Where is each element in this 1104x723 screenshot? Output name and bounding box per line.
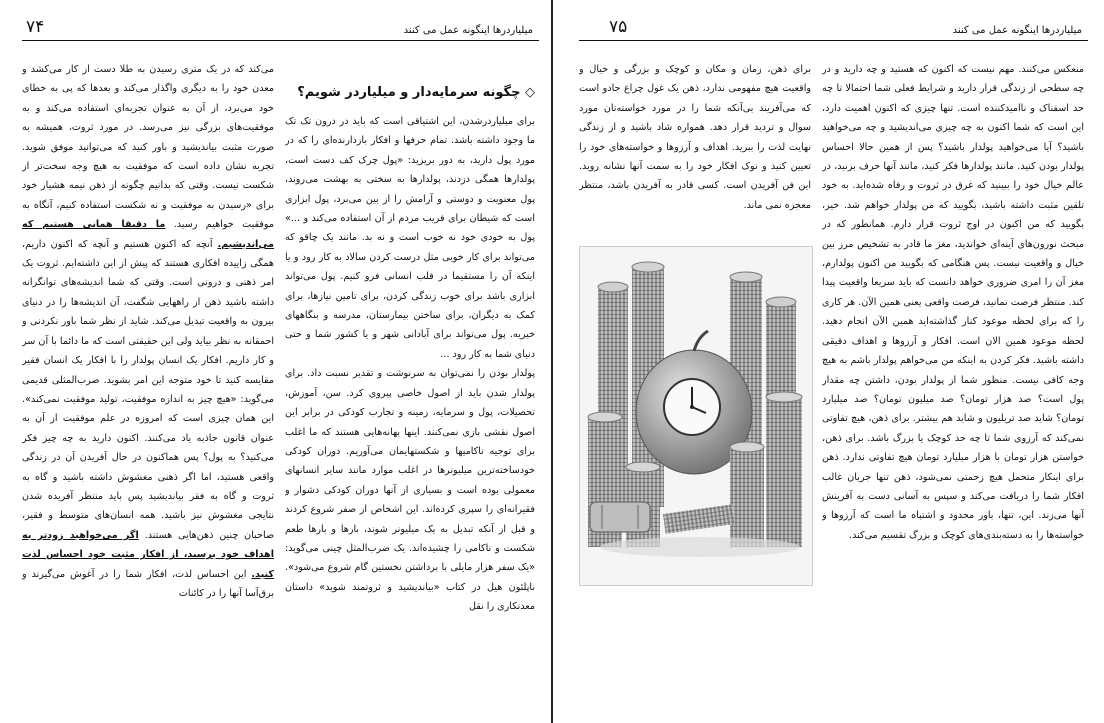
left-page-number: ۷۴	[26, 17, 45, 37]
paragraph: برای ذهن، زمان و مکان و کوچک و بزرگی و خیال و واقعیت هیچ مفهومی ندارد، ذهن یک غول چراغ جادو است که می‌آفریند بی‌آنکه شما را در مورد خواسته‌تان مورد سوال و تردید قرار دهد. همواره شاد باشید و از زندگی نهایت لذت را ببرید. اهداف و آرزوها و خواسته‌های خود را تعیین کنید و نوک افکار خود را به سمت آنها نشانه روید. این فن آفریدن است. کسی قادر به آفریدن باشد، منتظر معجزه نمی ماند.	[579, 64, 811, 211]
emphasis-text: ما دقیقا همانی هستیم که می‌اندیشیم.	[22, 219, 274, 250]
left-running-head: میلیاردرها اینگونه عمل می کنند	[403, 25, 533, 36]
left-page	[0, 0, 551, 723]
paragraph-text: این احساس لذت، افکار شما را در آغوش می‌گیرند و برق‌آسا آنها را در کائنات	[22, 568, 274, 599]
paragraph: پولدار بودن را نمی‌توان به سرنوشت و تقدیر نسبت داد. برای پولدار شدن باید از اصول خاصی پیروی کرد. سن، آموزش، تحصیلات، پول و سرمایه، زمینه و تجارب کودکی در برابر این اصول نقشی بازی نمی‌کنند. اینها بهانه‌هایی هستند که ما اغلب برای توجیه ناکامیها و شکستهایمان می‌آوریم. دوران کودکی خودساخته‌ترین میلیونرها در اغلب موارد مانند سایر انسانهای معمولی بوده است و بسیاری از آنها دوران کودکی دشوار و فقیرانه‌ای را سپری کرده‌اند. این اشخاص از صفر شروع کردند و قبل از آنکه تبدیل به یک میلیونر شوند، بارها و بارها طعم شکست و ناکامی را چشیده‌اند. یک ضرب‌المثل چینی می‌گوید: «یک سفر هزار مایلی با برداشتن نخستین گام شروع می‌شود». ناپلئون هیل در کتاب «بیاندیشید و ثروتمند شوید» داستان معدنکاری را نقل	[285, 368, 535, 613]
left-page-header	[22, 12, 539, 41]
left-page-right-column	[285, 70, 535, 723]
paragraph	[22, 60, 274, 603]
coins-clock-photo	[579, 246, 813, 586]
right-page	[553, 0, 1104, 723]
right-page-right-column	[822, 60, 1084, 715]
right-page-number: ۷۵	[609, 17, 628, 37]
paragraph-text: می‌کند که در یک متری رسیدن به طلا دست از کار می‌کشد و معدن خود را به دیگری واگذار می‌کند و بعدها که پی به خطای خود می‌برد، از آن به عنوان تجربه‌ای استفاده می‌کند و به موفقیت‌های بزرگی نیز می‌رسد. در مورد ثروت، همیشه به صورت مثبت بیاندیشید و باور کنید که می‌توانید موفق شوید. تجربه نشان داده است که موفقیت به هیچ وجه سخت‌تر از شکست نیست. وقتی که بدانیم چگونه از ذهن نیمه هشیار خود برای «رسیدن به موفقیت و نه شکست استفاده کنیم، آنگاه به موفقیت خواهیم رسید.	[22, 64, 274, 231]
right-running-head: میلیاردرها اینگونه عمل می کنند	[952, 25, 1082, 36]
left-page-left-column	[22, 60, 274, 715]
right-page-header	[579, 12, 1088, 41]
right-page-left-column	[579, 60, 811, 240]
paragraph-text: آنچه که اکنون هستیم و آنچه که اکنون داریم، همگی زاییده افکاری هستند که پیش از این داشته‌ایم. ثروت یک امر ذهنی و درونی است. وقتی که شما اندیشه‌های توانگرانه داشته باشید ذهن از راههایی شگفت، آن اندیشه‌ها را در دنیای بیرون به واقعیت تبدیل می‌کند. شاید از نظر شما باور نکردنی و احمقانه به نظر بیاید ولی این حقیقتی است که ما دائما با آن سر و کار داریم. افکار یک انسان پولدار را با افکار یک انسان فقیر مقایسه کنید تا خود متوجه این امر بشوید. ضرب‌المثلی قدیمی می‌گوید: «هیچ چیز به اندازه موفقیت، تولید موفقیت نمی‌کند». این همان چیزی است که امروزه در علم موفقیت از آن به عنوان قانون جاذبه یاد می‌کنند. اکنون دارید به چه چیز فکر می‌کنید؟ به پول؟ پس هماکنون در حال آفریدن آن در زندگی واقعی هستید، اما اگر ذهنی مغشوش داشته باشید و گاه به ثروت و گاه به فقر بیاندیشید پس باید منتظر آفریده شدن نتایجی مغشوش نیز باشید. همه انسان‌های متوسط و فقیر، صاحبان چنین ذهن‌هایی هستند.	[22, 238, 274, 541]
paragraph: برای میلیاردرشدن، این اشتیاقی است که باید در درون تک تک ما وجود داشته باشد. تمام حرفها و افکار بازدارنده‌ای را که در مورد پول دارید، به دور بریزید: «پول چرک کف دست است، پولدارها همگی دزدند، پولدارها به سختی به بهشت می‌روند، پول معنویت و دوستی و آرامش را از بین می‌برد، پول ابزاری است که شیطان برای فریب مردم از آن استفاده می‌کند و ...» پول به خودی خود نه خوب است و نه بد. مانند یک چاقو که می‌تواند برای کار خوبی مثل درست کردن سالاد به کار رود و یا اینکه آن را مستقیما در قلب انسانی فرو کنیم. پول می‌تواند ابزاری باشد برای خوب زندگی کردن، برای تامین نیازها، برای کمک به دیگران، برای ساختن بیمارستان، مدرسه و بنگاههای خیریه. پول می‌تواند برای آبادانی شهر و یا کشور شما و حتی دنیای شما به کار رود ...	[285, 116, 535, 360]
paragraph: منعکس می‌کنند. مهم نیست که اکنون که هستید و چه دارید و در چه سطحی از زندگی قرار دارید و شرایط فعلی شما احتمالا تا چه حد اسفناک و ناامیدکننده است. تنها چیزی که اکنون اهمیت دارد، این است که شما اکنون به چه چیزی می‌اندیشید و چه می‌خواهید باشید؟ آیا می‌خواهید پولدار باشید؟ پس از همین حالا احساس پولدار بودن کنید. مانند پولدارها فکر کنید، مانند آنها حرف بزنید، در عالم خیال خود را ببینید که غرق در ثروت و رفاه شده‌اید. به خود تلقین مثبت داشته باشید، بگویید که من پولدار خواهم شد. خیر، بگویید که من اکنون در اوج ثروت قرار دارم. همانطور که در مبحث نورون‌های آینه‌ای خواندید، مغز ما قادر به تشخیص مرز بین خیال و واقعیت نیست. پس هنگامی که بگویید من اکنون پولدارم، مغز آن را امری ضروری خواهد دانست که باید سریعا واقعیت پیدا کند. منتظر فرصت نمانید، فرصت واقعی یعنی همین الآن. هر کاری را که برای لحظه موعود کنار گذاشته‌اید همین الآن انجام دهید. لحظه موعود همین الان است. افکار و آرزوها و اهداف دقیقی داشته باشید. فکر کردن به اینکه من می‌خواهم پولدار باشم به هیچ وجه کافی نیست. منظور شما از پولدار بودن، داشتن چه مقدار پول است؟ صد هزار تومان؟ صد میلیون تومان؟ صد میلیارد تومان؟ شاید صد تریلیون و شاید هم بیشتر. برای ذهن، هیچ تفاوتی نمی‌کند که آرزوی شما تا چه حد کوچک یا بزرگ باشد. برای ذهن، خواستن هزار تومان با هزار میلیارد تومان هیچ تفاوتی ندارد. ذهن برای اینکار متحمل هیچ زحمتی نمی‌شود، ذهن تنها جریان غالب افکار شما را دریافت می‌کند و سپس به آسانی دست به آفرینش آنها می‌زند. این، تنها، باور محدود و اشتباه ما است که آرزوها و خواسته‌ها را به دسته‌بندی‌های کوچک و بزرگ تقسیم می‌کند.	[822, 64, 1084, 541]
emphasis-text: اگر می‌خواهید زودتر به اهداف خود برسید، از افکار مثبت خود احساس لذت کنید.	[22, 529, 274, 580]
section-title: ◇ چگونه سرمایه‌دار و میلیاردر شویم؟	[297, 85, 535, 100]
coins-clock-illustration	[580, 247, 812, 585]
